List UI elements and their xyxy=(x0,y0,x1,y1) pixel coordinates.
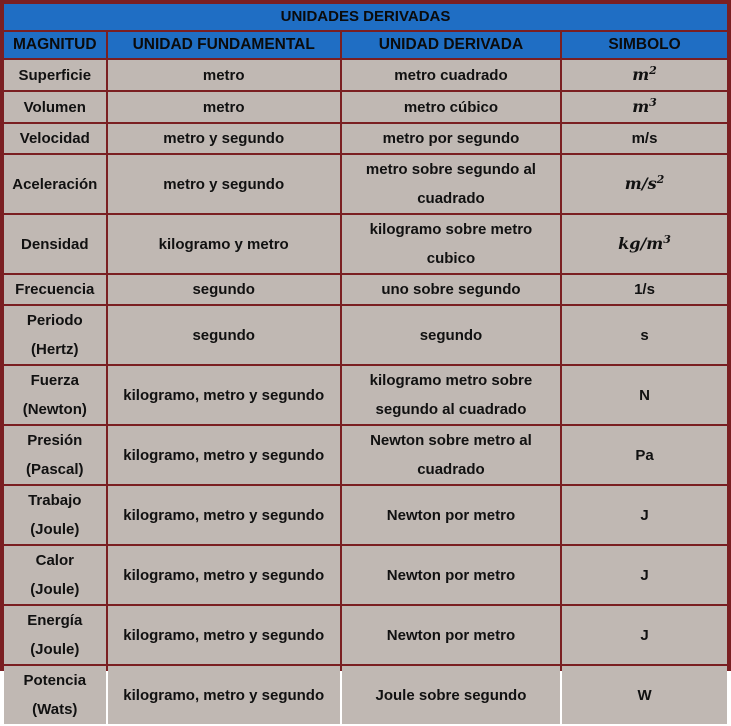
cell-unidad-derivada xyxy=(342,606,560,664)
cell-unidad-derivada xyxy=(342,666,560,724)
cell-unidad-derivada xyxy=(342,486,560,544)
cell-unidad-fundamental xyxy=(108,215,340,273)
symbol-text xyxy=(632,97,657,116)
cell-magnitud-text: Densidad xyxy=(21,235,89,253)
cell-magnitud-text: (Joule) xyxy=(30,521,80,538)
cell-simbolo xyxy=(562,666,727,724)
cell-simbolo xyxy=(562,366,727,424)
cell-magnitud-text: Volumen xyxy=(23,98,86,116)
cell-simbolo xyxy=(562,155,727,213)
cell-unidad-fundamental xyxy=(108,275,340,304)
cell-unidad-derivada-text: Newton por metro xyxy=(386,566,516,584)
symbol-text xyxy=(640,627,648,644)
cell-magnitud-text: Presión xyxy=(27,432,83,449)
symbol-base: kg/m xyxy=(618,234,664,253)
table-row xyxy=(4,606,727,664)
cell-unidad-fundamental xyxy=(108,666,340,724)
cell-magnitud xyxy=(4,124,106,153)
symbol-text xyxy=(640,567,648,584)
cell-unidad-fundamental-text: kilogramo, metro y segundo xyxy=(123,566,325,584)
cell-unidad-fundamental xyxy=(108,60,340,90)
table-row xyxy=(4,215,727,273)
cell-magnitud xyxy=(4,486,106,544)
cell-simbolo xyxy=(562,124,727,153)
cell-unidad-fundamental-text: metro xyxy=(202,98,245,116)
table-body xyxy=(4,60,727,724)
cell-unidad-derivada-text: cubico xyxy=(426,250,476,267)
cell-magnitud-text: Periodo xyxy=(26,312,83,329)
symbol-text xyxy=(639,387,650,404)
table-row xyxy=(4,92,727,122)
header-magnitud: MAGNITUD xyxy=(4,32,106,58)
table-row xyxy=(4,666,727,724)
header-unidad-fundamental: UNIDAD FUNDAMENTAL xyxy=(108,32,340,58)
cell-magnitud xyxy=(4,92,106,122)
cell-unidad-derivada-text: metro cuadrado xyxy=(394,66,508,84)
cell-magnitud xyxy=(4,215,106,273)
cell-unidad-derivada-text: cuadrado xyxy=(417,190,485,207)
cell-magnitud-text: Aceleración xyxy=(12,175,98,193)
cell-unidad-fundamental xyxy=(108,606,340,664)
table-row xyxy=(4,486,727,544)
cell-unidad-fundamental-text: kilogramo, metro y segundo xyxy=(123,386,325,404)
symbol-text xyxy=(632,65,657,84)
symbol-exponent: 3 xyxy=(663,233,671,246)
cell-magnitud xyxy=(4,306,106,364)
symbol-text xyxy=(637,687,651,704)
cell-magnitud-text: Frecuencia xyxy=(15,281,95,298)
cell-unidad-derivada-text: segundo xyxy=(419,326,483,344)
cell-unidad-derivada-text: cuadrado xyxy=(417,461,485,478)
cell-magnitud-text: Fuerza xyxy=(30,372,79,389)
symbol-text xyxy=(632,130,658,147)
cell-unidad-derivada xyxy=(342,215,560,273)
symbol-base: J xyxy=(640,506,649,524)
cell-unidad-derivada xyxy=(342,155,560,213)
cell-unidad-fundamental-text: metro y segundo xyxy=(163,175,285,193)
table-row xyxy=(4,275,727,304)
symbol-exponent: 2 xyxy=(649,64,657,77)
symbol-base: m xyxy=(632,65,650,84)
cell-magnitud xyxy=(4,275,106,304)
cell-unidad-derivada xyxy=(342,275,560,304)
symbol-base: s xyxy=(640,326,649,344)
cell-magnitud-text: (Hertz) xyxy=(31,341,79,358)
cell-unidad-fundamental-text: kilogramo, metro y segundo xyxy=(123,446,325,464)
symbol-base: N xyxy=(639,386,650,404)
cell-magnitud xyxy=(4,546,106,604)
table-row xyxy=(4,426,727,484)
cell-magnitud-text: Velocidad xyxy=(19,130,90,147)
cell-magnitud-text: (Wats) xyxy=(32,701,78,718)
symbol-base: m xyxy=(632,97,650,116)
cell-unidad-fundamental xyxy=(108,366,340,424)
cell-unidad-fundamental-text: kilogramo y metro xyxy=(158,235,289,253)
cell-unidad-derivada xyxy=(342,426,560,484)
cell-magnitud-text: (Joule) xyxy=(30,641,80,658)
cell-unidad-fundamental xyxy=(108,546,340,604)
cell-magnitud-text: Superficie xyxy=(18,66,92,84)
cell-unidad-fundamental xyxy=(108,426,340,484)
cell-unidad-fundamental-text: kilogramo, metro y segundo xyxy=(123,506,325,524)
cell-unidad-fundamental-text: metro y segundo xyxy=(163,130,285,147)
cell-magnitud xyxy=(4,366,106,424)
cell-unidad-fundamental xyxy=(108,124,340,153)
cell-simbolo xyxy=(562,60,727,90)
header-unidad-derivada: UNIDAD DERIVADA xyxy=(342,32,560,58)
cell-unidad-derivada xyxy=(342,306,560,364)
symbol-base: J xyxy=(640,566,649,584)
cell-unidad-derivada xyxy=(342,546,560,604)
cell-unidad-derivada-text: segundo al cuadrado xyxy=(375,401,527,418)
cell-unidad-fundamental xyxy=(108,155,340,213)
symbol-base: Pa xyxy=(635,446,654,464)
derived-units-table xyxy=(2,2,729,726)
cell-magnitud xyxy=(4,606,106,664)
cell-simbolo xyxy=(562,486,727,544)
cell-magnitud xyxy=(4,155,106,213)
symbol-base: m/s xyxy=(624,174,657,193)
cell-magnitud xyxy=(4,60,106,90)
cell-simbolo xyxy=(562,275,727,304)
cell-magnitud xyxy=(4,666,106,724)
cell-unidad-derivada-text: kilogramo metro sobre xyxy=(369,372,533,389)
cell-unidad-derivada-text: Newton por metro xyxy=(386,506,516,524)
cell-unidad-derivada-text: kilogramo sobre metro xyxy=(369,221,533,238)
table-row xyxy=(4,155,727,213)
cell-unidad-derivada-text: Joule sobre segundo xyxy=(375,686,527,704)
symbol-exponent: 2 xyxy=(656,173,665,186)
cell-magnitud-text: Energía xyxy=(27,612,83,629)
cell-simbolo xyxy=(562,306,727,364)
header-simbolo: SIMBOLO xyxy=(562,32,727,58)
cell-unidad-derivada-text: uno sobre segundo xyxy=(381,281,521,298)
cell-unidad-derivada xyxy=(342,92,560,122)
symbol-base: 1/s xyxy=(634,281,655,298)
symbol-exponent: 3 xyxy=(649,96,657,109)
table-row xyxy=(4,546,727,604)
cell-magnitud-text: Potencia xyxy=(23,672,87,689)
cell-unidad-derivada xyxy=(342,124,560,153)
cell-unidad-derivada-text: Newton por metro xyxy=(386,626,516,644)
cell-unidad-fundamental-text: kilogramo, metro y segundo xyxy=(123,626,325,644)
cell-unidad-derivada xyxy=(342,366,560,424)
cell-magnitud-text: Calor xyxy=(35,552,74,569)
table-row xyxy=(4,124,727,153)
cell-unidad-fundamental-text: kilogramo, metro y segundo xyxy=(123,686,325,704)
cell-unidad-derivada-text: metro por segundo xyxy=(382,130,520,147)
symbol-text xyxy=(634,281,655,298)
cell-unidad-derivada xyxy=(342,60,560,90)
cell-magnitud xyxy=(4,426,106,484)
cell-simbolo xyxy=(562,426,727,484)
cell-unidad-derivada-text: Newton sobre metro al xyxy=(370,432,532,449)
cell-simbolo xyxy=(562,606,727,664)
cell-unidad-fundamental-text: metro xyxy=(202,66,245,84)
symbol-base: m/s xyxy=(631,130,658,147)
cell-unidad-fundamental xyxy=(108,306,340,364)
cell-simbolo xyxy=(562,92,727,122)
table-title: UNIDADES DERIVADAS xyxy=(4,4,727,30)
symbol-text xyxy=(640,327,648,344)
cell-unidad-fundamental xyxy=(108,92,340,122)
table-row xyxy=(4,306,727,364)
cell-unidad-derivada-text: metro cúbico xyxy=(403,98,499,116)
symbol-text xyxy=(618,234,671,253)
cell-magnitud-text: (Newton) xyxy=(22,401,87,418)
symbol-base: W xyxy=(637,686,652,704)
cell-magnitud-text: Trabajo xyxy=(28,492,82,509)
cell-unidad-fundamental xyxy=(108,486,340,544)
symbol-text xyxy=(625,174,664,193)
cell-simbolo xyxy=(562,546,727,604)
table-row xyxy=(4,366,727,424)
cell-magnitud-text: (Pascal) xyxy=(26,461,84,478)
cell-unidad-derivada-text: metro sobre segundo al xyxy=(365,161,536,178)
cell-simbolo xyxy=(562,215,727,273)
cell-unidad-fundamental-text: segundo xyxy=(192,326,255,344)
cell-unidad-fundamental-text: segundo xyxy=(192,281,255,298)
cell-magnitud-text: (Joule) xyxy=(30,581,80,598)
symbol-text xyxy=(640,507,648,524)
symbol-text xyxy=(635,447,653,464)
symbol-base: J xyxy=(640,626,649,644)
table-row xyxy=(4,60,727,90)
